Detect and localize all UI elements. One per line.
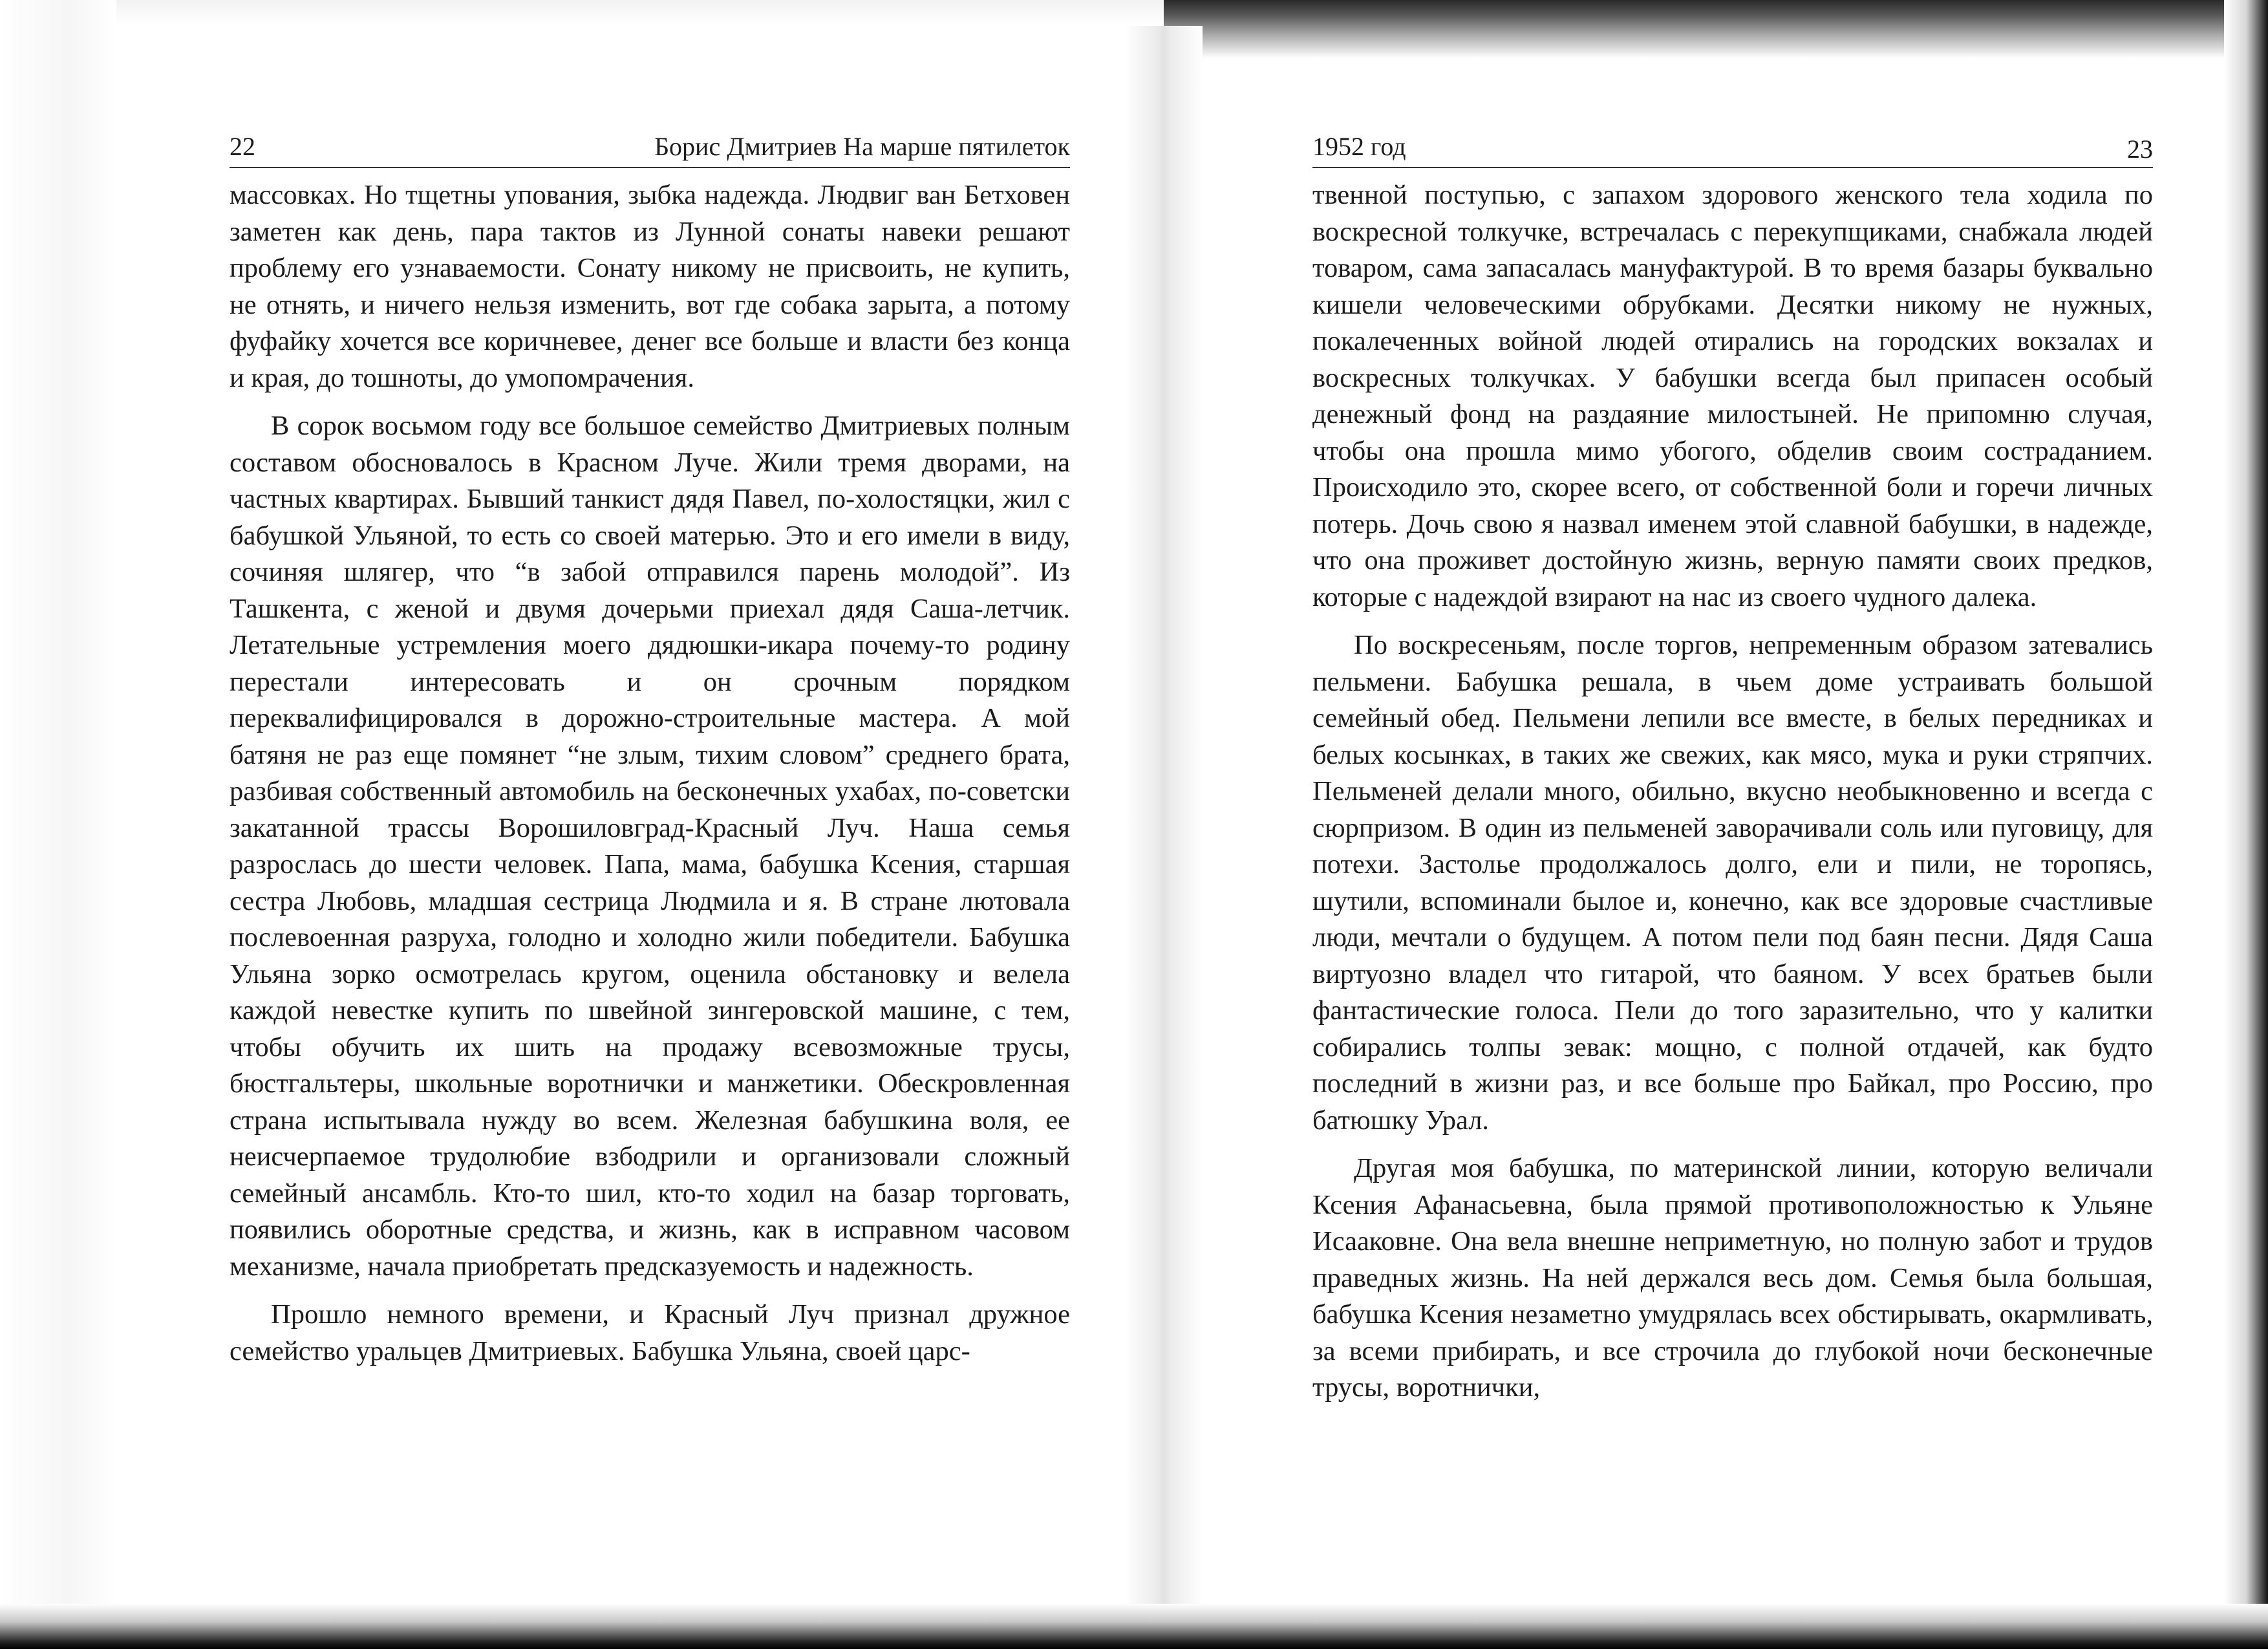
page-top-shadow [0,0,1164,26]
right-page-edge [2224,0,2268,1649]
scan-top-shadow [1164,0,2268,58]
right-page-header [1312,129,2153,168]
running-title: 1952 год [1312,132,1406,161]
paragraph: В сорок восьмом году все большое семейство Дмитриевых полным составом обосновалось в Красном Луче. Жили тремя дворами, на частных квартирах. Бывший танкист дядя Павел, по-холостяцки, жил с бабушкой Ульяной, то есть со своей матерью. Это и его имели в виду, сочиняя шлягер, что “в забой отправился парень молодой”. Из Ташкента, с женой и двумя дочерьми приехал дядя Саша-летчик. Летательные устремления моего дядюшки-икара почему-то родину перестали интересовать и он срочным порядком переквалифицировался в дорожно-строительные мастера. А мой батяня не раз еще помянет “не злым, тихим словом” среднего брата, разбивая собственный автомобиль на бесконечных ухабах, по-советски закатанной трассы Ворошиловград-Красный Луч. Наша семья разрослась до шести человек. Папа, мама, бабушка Ксения, старшая сестра Любовь, младшая сестрица Людмила и я. В стране лютовала послевоенная разруха, голодно и холодно жили победители. Бабушка Ульяна зорко осмотрелась кругом, оценила обстановку и велела каждой невестке купить по швейной зингеровской машине, с тем, чтобы обучить их шить на продажу всевозможные трусы, бюстгальтеры, школьные воротнички и манжетики. Обескровленная страна испытывала нужду во всем. Железная бабушкина воля, ее неисчерпаемое трудолюбие взбодрили и организовали сложный семейный ансамбль. Кто-то шил, кто-то ходил на базар торговать, появились оборотные средства, и жизнь, как в исправном часовом механизме, начала приобретать предсказуемость и надежность. [230,411,1070,1282]
scan-bottom-shadow [0,1604,2268,1649]
left-page-body [230,177,1070,1370]
page-number: 23 [2127,135,2153,164]
left-page [230,129,1070,1381]
left-page-header [230,129,1070,168]
paragraph: массовках. Но тщетны упования, зыбка надежда. Людвиг ван Бетховен заметен как день, пара тактов из Лунной сонаты навеки решают проблему его узнаваемости. Сонату никому не присвоить, не купить, не отнять, и ничего нельзя изменить, вот где собака зарыта, а потому фуфайку хочется все коричневее, денег все больше и власти без конца и края, до тошноты, до умопомрачения. [230,180,1070,393]
running-title: Борис Дмитриев На марше пятилеток [654,132,1070,161]
right-page [1312,129,2153,1418]
page-number: 22 [230,132,255,161]
paragraph: Прошло немного времени, и Красный Луч признал дружное семейство уральцев Дмитриевых. Бабушка Ульяна, своей царс- [230,1299,1070,1366]
left-page-edge [0,0,116,1649]
right-page-body [1312,177,2153,1406]
book-gutter [1125,26,1203,1604]
paragraph: Другая моя бабушка, по материнской линии, которую величали Ксения Афанасьевна, была прямой противоположностью к Ульяне Исааковне. Она вела внешне неприметную, но полную забот и трудов праведных жизнь. На ней держался весь дом. Семья была большая, бабушка Ксения незаметно умудрялась всех обстирывать, окармливать, за всеми прибирать, и все строчила до глубокой ночи бесконечные трусы, воротнички, [1312,1153,2153,1403]
paragraph: твенной поступью, с запахом здорового женского тела ходила по воскресной толкучке, встречалась с перекупщиками, снабжала людей товаром, сама запасалась мануфактурой. В то время базары буквально кишели человеческими обрубками. Десятки никому не нужных, покалеченных войной людей отирались на городских вокзалах и воскресных толкучках. У бабушки всегда был припасен особый денежный фонд на раздаяние милостыней. Не припомню случая, чтобы она прошла мимо убогого, обделив своим состраданием. Происходило это, скорее всего, от собственной боли и горечи личных потерь. Дочь свою я назвал именем этой славной бабушки, в надежде, что она проживет достойную жизнь, верную памяти своих предков, которые с надеждой взирают на нас из своего чудного далека. [1312,180,2153,612]
paragraph: По воскресеньям, после торгов, непременным образом затевались пельмени. Бабушка решала, в чьем доме устраивать большой семейный обед. Пельмени лепили все вместе, в белых передниках и белых косынках, в таких же свежих, как мясо, мука и руки стряпчих. Пельменей делали много, обильно, вкусно необыкновенно и всегда с сюрпризом. В один из пельменей заворачивали соль или пуговицу, для потехи. Застолье продолжалось долго, ели и пили, не торопясь, шутили, вспоминали былое и, конечно, как все здоровые счастливые люди, мечтали о будущем. А потом пели под баян песни. Дядя Саша виртуозно владел что гитарой, что баяном. У всех братьев были фантастические голоса. Пели до того заразительно, что у калитки собирались толпы зевак: мощно, с полной отдачей, как будто последний в жизни раз, и все больше про Байкал, про Россию, про батюшку Урал. [1312,630,2153,1136]
